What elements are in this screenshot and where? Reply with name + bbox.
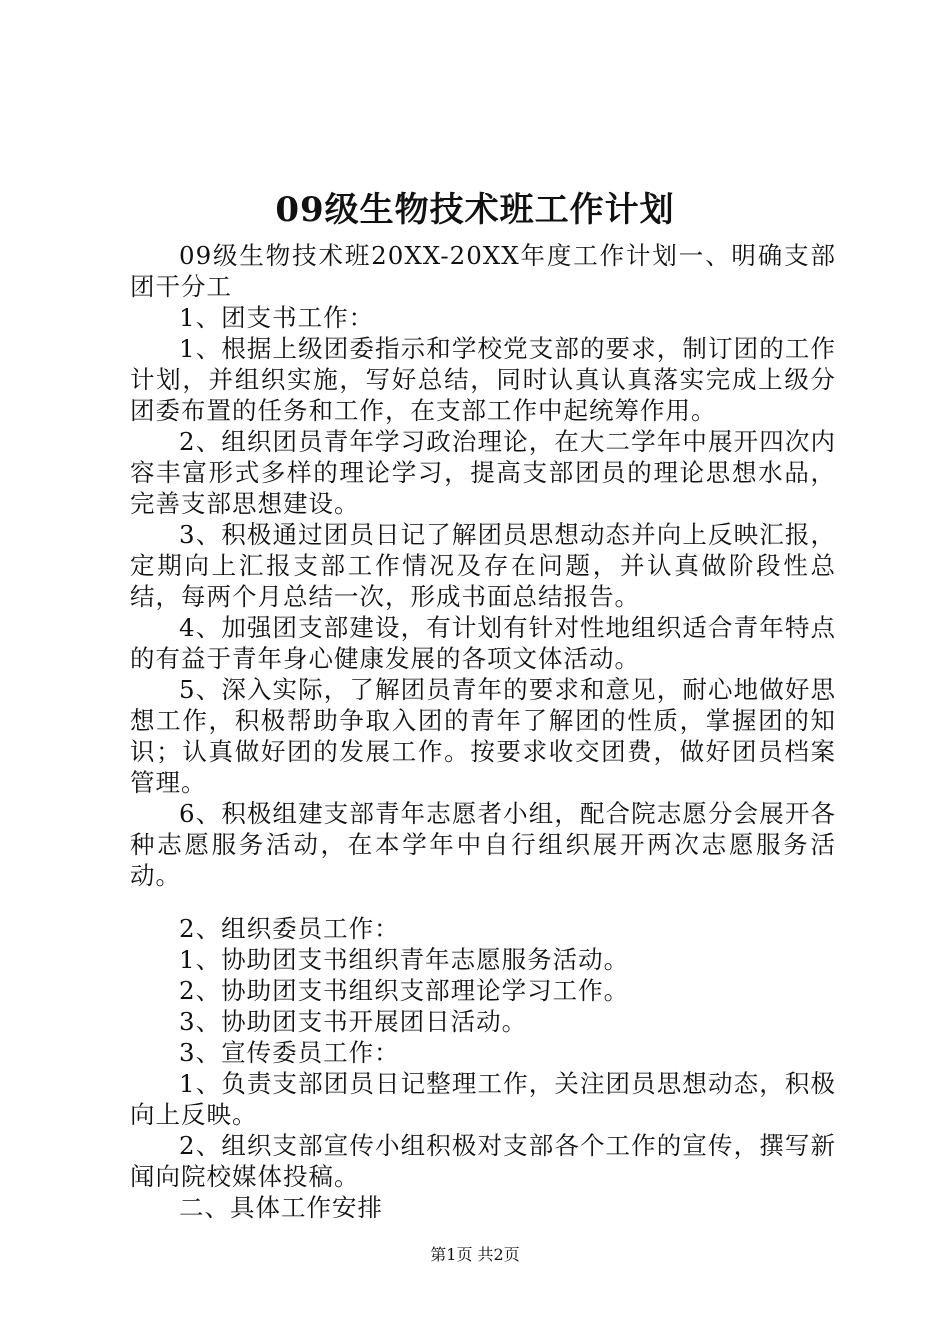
paragraph-intro: 09级生物技术班20XX-20XX年度工作计划一、明确支部团干分工 xyxy=(130,241,836,301)
paragraph-publicity-2: 2、组织支部宣传小组积极对支部各个工作的宣传，撰写新闻向院校媒体投稿。 xyxy=(130,1131,836,1191)
document-title: 09级生物技术班工作计划 xyxy=(275,190,675,230)
paragraph-heading-arrangement: 二、具体工作安排 xyxy=(179,1193,383,1222)
paragraph-heading-organization: 2、组织委员工作： xyxy=(179,914,400,943)
paragraph-organization-2: 2、协助团支书组织支部理论学习工作。 xyxy=(179,976,630,1005)
paragraph-secretary-3: 3、积极通过团员日记了解团员思想动态并向上反映汇报，定期向上汇报支部工作情况及存在问题，并认真做阶段性总结，每两个月总结一次，形成书面总结报告。 xyxy=(130,520,836,611)
document-body xyxy=(130,240,836,1223)
paragraph-secretary-5: 5、深入实际，了解团员青年的要求和意见，耐心地做好思想工作，积极帮助争取入团的青年了解团的性质，掌握团的知识；认真做好团的发展工作。按要求收交团费，做好团员档案管理。 xyxy=(130,675,836,797)
paragraph-secretary-2: 2、组织团员青年学习政治理论，在大二学年中展开四次内容丰富形式多样的理论学习，提高支部团员的理论思想水品，完善支部思想建设。 xyxy=(130,427,836,518)
paragraph-secretary-6: 6、积极组建支部青年志愿者小组，配合院志愿分会展开各种志愿服务活动，在本学年中自行组织展开两次志愿服务活动。 xyxy=(130,799,836,890)
paragraph-secretary-4: 4、加强团支部建设，有计划有针对性地组织适合青年特点的有益于青年身心健康发展的各项文体活动。 xyxy=(130,613,836,673)
paragraph-organization-3: 3、协助团支书开展团日活动。 xyxy=(179,1007,528,1036)
paragraph-heading-publicity: 3、宣传委员工作： xyxy=(179,1038,400,1067)
paragraph-organization-1: 1、协助团支书组织青年志愿服务活动。 xyxy=(179,945,630,974)
page-footer: 第1页 共2页 xyxy=(430,1245,520,1264)
paragraph-secretary-1: 1、根据上级团委指示和学校党支部的要求，制订团的工作计划，并组织实施，写好总结，同时认真认真落实完成上级分团委布置的任务和工作，在支部工作中起统筹作用。 xyxy=(130,334,836,425)
paragraph-publicity-1: 1、负责支部团员日记整理工作，关注团员思想动态，积极向上反映。 xyxy=(130,1069,836,1129)
paragraph-heading-secretary: 1、团支书工作： xyxy=(179,303,375,332)
